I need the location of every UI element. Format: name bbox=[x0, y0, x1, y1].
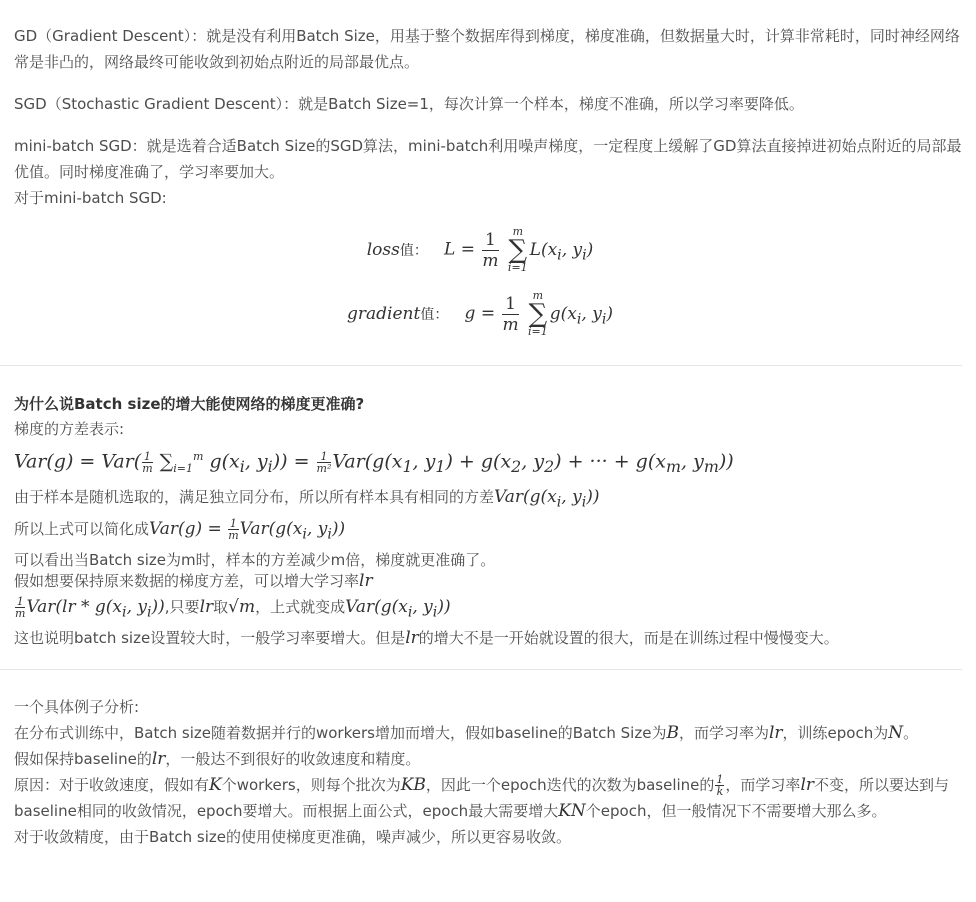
lr-conclusion-text2: 的增大不是一开始就设置的很大，而是在训练过程中慢慢变大。 bbox=[418, 629, 839, 648]
paragraph-minibatch bbox=[14, 133, 970, 211]
loss-lhs: L = bbox=[444, 239, 475, 260]
lr-symbol: lr bbox=[359, 571, 373, 591]
loss-frac-num: 1 bbox=[482, 230, 498, 251]
example-title: 一个具体例子分析: bbox=[14, 698, 140, 716]
minibatch-text: mini-batch SGD：就是选着合适Batch Size的SGD算法，mini-batch利用噪声梯度，一定程度上缓解了GD算法直接掉进初始点附近的局部最优值。同时梯度准确了，学习率要加大。 bbox=[14, 137, 962, 181]
loss-sum-top: m bbox=[512, 225, 523, 238]
gradient-label-suffix: 值： bbox=[420, 306, 449, 323]
gradient-summation: m ∑ i=1 bbox=[528, 289, 548, 338]
example-line-5: 对于收敛精度，由于Batch size的使用使梯度更准确，噪声减少，所以更容易收敛。 bbox=[14, 828, 571, 846]
variance-intro: 梯度的方差表示: bbox=[14, 420, 125, 438]
example-l4-text6: 个epoch，但一般情况下不需要增大那么多。 bbox=[585, 802, 887, 820]
example-l2-text1: 在分布式训练中，Batch size随着数据并行的workers增加而增大，假如baseline的Batch Size为 bbox=[14, 724, 667, 742]
lr-formula-math: $\frac{1}{m}$ $Var(lr * g(x_i$, $y_i$)) bbox=[15, 595, 165, 621]
variance-formula: Var(g) = Var( $\frac{1}{m}$ $\sum_{i=1}^m$ $g(x_i$, $y_i$)) = $\frac{1}{\text{m²}}$ $Var(g(x_1$, $y_1) + g(x_2$, $y_2$) + ··· + $g(x_m$, $y_m$)) bbox=[14, 449, 734, 477]
example-line-4 bbox=[14, 772, 970, 824]
lr-intro-line bbox=[14, 568, 970, 594]
lr-intro-text: 假如想要保持原来数据的梯度方差，可以增大学习率 bbox=[14, 572, 360, 590]
example-l2-B: B bbox=[666, 723, 679, 743]
example-l2-end: 。 bbox=[903, 724, 919, 742]
example-l4-text3: ，因此一个epoch迭代的次数为baseline的 bbox=[425, 776, 715, 794]
paragraph-gd: GD（Gradient Descent）：就是没有利用Batch Size，用基于整个数据库得到梯度，梯度准确，但数据量大时，计算非常耗时，同时神经网络常是非凸的，网络最终可能收敛到初始点附近的局部最优点。 bbox=[14, 27, 960, 71]
gradient-lhs: g = bbox=[464, 303, 496, 324]
gradient-sum-bot: i=1 bbox=[528, 325, 548, 338]
lr-formula-sqrt: √m bbox=[228, 597, 256, 617]
paragraph-sgd: SGD（Stochastic Gradient Descent）：就是Batch Size=1，每次计算一个样本，梯度不准确，所以学习率要降低。 bbox=[14, 95, 804, 113]
loss-label: loss bbox=[366, 239, 400, 260]
example-l3-text2: ，一般达不到很好的收敛速度和精度。 bbox=[165, 750, 421, 768]
variance-iid-line bbox=[14, 484, 970, 515]
lr-formula-text3: ，上式就变成 bbox=[255, 598, 346, 616]
divider-2 bbox=[0, 669, 962, 670]
loss-term: $L(x_i$, $y_i$) bbox=[529, 239, 594, 263]
variance-simplify-math: Var(g) = $\frac{1}{m}$ $Var(g(x_i$, $y_i$)) bbox=[149, 516, 346, 542]
loss-fraction bbox=[482, 230, 498, 271]
lr-formula-text2: 取 bbox=[213, 598, 229, 616]
example-l4-text1: 原因：对于收敛速度，假如有 bbox=[14, 776, 210, 794]
variance-iid-text: 由于样本是随机选取的，满足独立同分布，所以所有样本具有相同的方差 bbox=[14, 488, 495, 507]
lr-formula-result: $Var(g(x_i$, $y_i$)) bbox=[345, 597, 451, 621]
example-l2-N: N bbox=[888, 723, 904, 743]
example-line-2 bbox=[14, 720, 970, 746]
section-learning-rate bbox=[14, 568, 970, 651]
example-l4-text4: ，而学习率 bbox=[725, 776, 801, 794]
loss-equation bbox=[0, 226, 960, 274]
example-l3-text1: 假如保持baseline的 bbox=[14, 750, 152, 768]
variance-simplify-line bbox=[14, 516, 970, 547]
gradient-sum-top: m bbox=[532, 289, 544, 302]
example-l4-text2: 个workers，则每个批次为 bbox=[221, 776, 401, 794]
example-l3-lr: lr bbox=[151, 749, 166, 769]
example-line-3 bbox=[14, 746, 970, 772]
divider-1 bbox=[0, 365, 962, 366]
example-l2-text3: ，训练epoch为 bbox=[782, 724, 889, 742]
minibatch-intro: 对于mini-batch SGD: bbox=[14, 189, 167, 207]
example-l2-text2: ，而学习率为 bbox=[678, 724, 769, 742]
example-l4-K: K bbox=[209, 775, 222, 795]
gradient-term: $g(x_i$, $y_i$) bbox=[549, 303, 613, 327]
gradient-frac-den: m bbox=[502, 314, 519, 335]
lr-formula-text1: ,只要 bbox=[164, 598, 200, 616]
gradient-label: gradient bbox=[347, 303, 421, 324]
section-variance-title: 为什么说Batch size的增大能使网络的梯度更准确? bbox=[14, 395, 365, 413]
variance-iid-math: $Var(g(x_i$, $y_i$)) bbox=[494, 487, 600, 511]
example-l4-KB: KB bbox=[400, 775, 426, 795]
example-l2-lr: lr bbox=[768, 723, 783, 743]
lr-formula-line bbox=[14, 594, 970, 625]
gradient-frac-num: 1 bbox=[502, 294, 518, 315]
example-l4-lr: lr bbox=[800, 775, 815, 795]
example-l4-KN: KN bbox=[558, 801, 586, 821]
variance-simplify-text: 所以上式可以简化成 bbox=[14, 519, 150, 538]
loss-label-suffix: 值： bbox=[399, 242, 428, 259]
loss-sum-bot: i=1 bbox=[507, 261, 528, 274]
lr-formula-lr: lr bbox=[199, 597, 214, 617]
example-l4-frac-den: k bbox=[716, 785, 724, 798]
lr-conclusion-line bbox=[14, 625, 970, 651]
example-l4-fraction bbox=[715, 774, 724, 797]
variance-conclusion: 可以看出当Batch size为m时，样本的方差减少m倍，梯度就更准确了。 bbox=[14, 550, 496, 569]
section-variance bbox=[14, 392, 970, 573]
gradient-fraction bbox=[502, 294, 518, 335]
loss-summation: m ∑ i=1 bbox=[507, 225, 528, 274]
lr-conclusion-text1: 这也说明batch size设置较大时，一般学习率要增大。但是 bbox=[14, 629, 406, 648]
gradient-equation bbox=[0, 290, 960, 338]
lr-conclusion-lr: lr bbox=[405, 628, 419, 649]
example-l4-frac-num: 1 bbox=[716, 773, 724, 786]
loss-frac-den: m bbox=[482, 250, 499, 271]
section-example bbox=[14, 694, 970, 850]
example-l4-text5: 不变，所以要达到与baseline相同的收敛情况，epoch要增大。而根据上面公式，epoch最大需要增大 bbox=[14, 776, 950, 820]
